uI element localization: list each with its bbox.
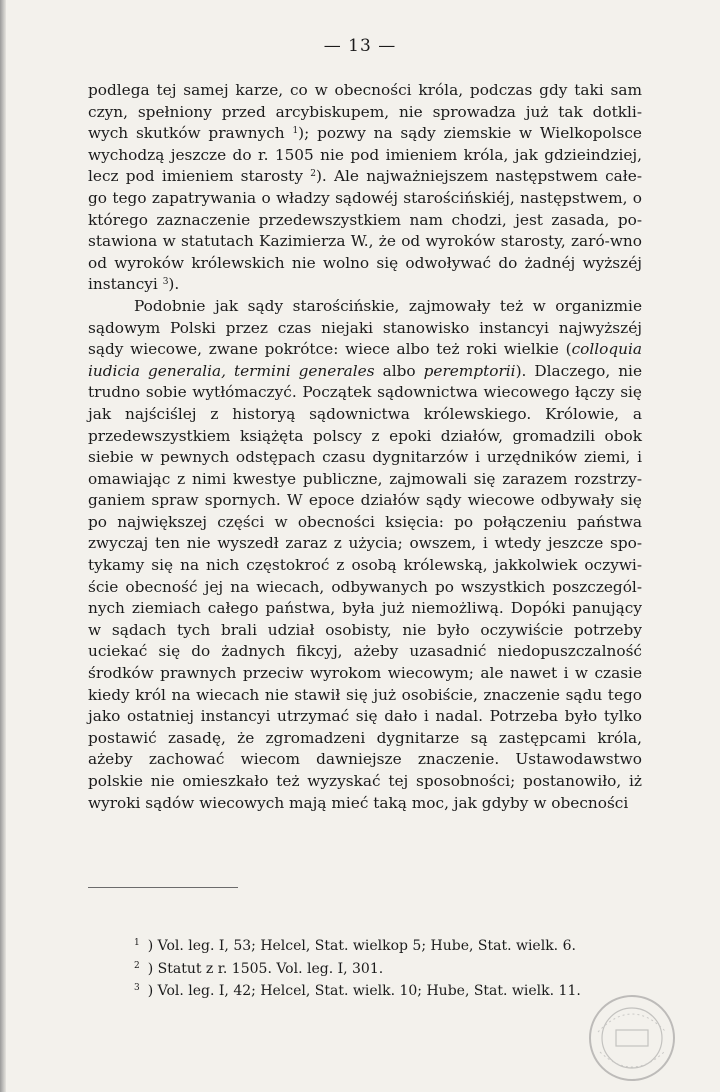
- text-run: ). Ale najważniejszem następstwem całe-go tego zapatrywania o władzy sądowéj starościńskiéj, następstwem, o którego zaznaczenie przedewszystkiem nam chodzi, jest zasada, po-stawiona w statutach Kazimierza W., że od wyroków starosty, zaró-wno od wyroków królewskich nie wolno się odwoływać do żadnéj wyższéj instancyi: [88, 167, 642, 294]
- footnote-reference: 2: [310, 169, 316, 180]
- footnote-text: ) Statut z r. 1505. Vol. leg. I, 301.: [147, 960, 384, 977]
- body-text: [88, 80, 642, 814]
- footnote-1: [134, 935, 634, 958]
- italic-term: colloquia iudicia generalia, termini generales: [88, 340, 642, 380]
- footnote-text: ) Vol. leg. I, 42; Helcel, Stat. wielk. 10; Hube, Stat. wielk. 11.: [147, 983, 581, 999]
- paragraph-1: [88, 80, 642, 296]
- footnote-mark: 2: [134, 960, 140, 971]
- text-run: Podobnie jak sądy starościńskie, zajmowały też w organizmie sądowym Polski przez czas niejaki stanowisko instancyi najwyższéj sądy wiecowe, zwane pokrótce: wiece albo też roki wielkie (: [88, 296, 642, 359]
- footnote-2: [134, 958, 634, 981]
- footnote-text: ) Vol. leg. I, 53; Helcel, Stat. wielkop 5; Hube, Stat. wielk. 6.: [147, 938, 576, 954]
- text-run: podlega tej samej karze, co w obecności króla, podczas gdy taki sam czyn, spełniony przed arcybiskupem, nie sprowadza już tak dotkli-wych skutków prawnych: [88, 81, 642, 143]
- footnote-reference: 3: [162, 277, 169, 288]
- footnote-divider: [88, 887, 238, 888]
- page-binding-edge: [0, 0, 6, 1092]
- footnote-3: [134, 980, 634, 1003]
- text-run: ).: [168, 275, 180, 294]
- paragraph-2: [88, 296, 642, 814]
- text-run: ); pozwy na sądy ziemskie w Wielkopolsce wychodzą jeszcze do r. 1505 nie pod imieniem króla, jak gdzieindziej, lecz pod imieniem starosty: [88, 124, 642, 186]
- page-number: — 13 —: [323, 36, 397, 56]
- italic-term: peremptorii: [423, 361, 516, 380]
- footnotes: [134, 935, 634, 1003]
- footnote-reference: 1: [292, 126, 299, 137]
- footnote-mark: 1: [134, 938, 140, 948]
- footnote-mark: 3: [134, 983, 140, 993]
- text-run: ). Dlaczego, nie trudno sobie wytłómaczyć. Początek sądownictwa wiecowego łączy się jak najściślej z historyą sądownictwa królewskiego. Królowie, a przedewszystkiem książęta polscy z epoki działów, gromadzili obok siebie w pewnych odstępach czasu dygnitarzów i urzędników ziemi, i omawiając z nimi kwestye publiczne, zajmowali się zarazem rozstrzy-ganiem spraw spornych. W epoce działów sądy wiecowe odbywały się po największej części w obecności księcia: po połączeniu państwa zwyczaj ten nie wyszedł zaraz z użycia; owszem, i wtedy jeszcze spo-tykamy się na nich częstokroć z osobą królewską, jakkolwiek oczywi-ście obecność jej na wiecach, odbywanych po wszystkich poszczegól-nych ziemiach całego państwa, była już niemożliwą. Dopóki panujący w sądach tych brali udział osobisty, nie było oczywiście potrzeby uciekać się do żadnych fikcyj, ażeby uzasadnić niedopuszczalność środków prawnych przeciw wyrokom wiecowym; ale nawet i w czasie kiedy król na wiecach nie stawił się już osobiście, znaczenie sądu tego jako ostatniej instancyi utrzymać się dało i nadal. Potrzeba było tylko postawić zasadę, że zgromadzeni dygnitarze są zastępcami króla, ażeby zachować wiecom dawniejsze znaczenie. Ustawodawstwo polskie nie omieszkało też wyzyskać tej sposobności; postanowiło, iż wyroki sądów wiecowych mają mieć taką moc, jak gdyby w obecności: [88, 361, 642, 812]
- library-stamp-icon: [586, 992, 678, 1084]
- text-run: albo: [374, 361, 424, 380]
